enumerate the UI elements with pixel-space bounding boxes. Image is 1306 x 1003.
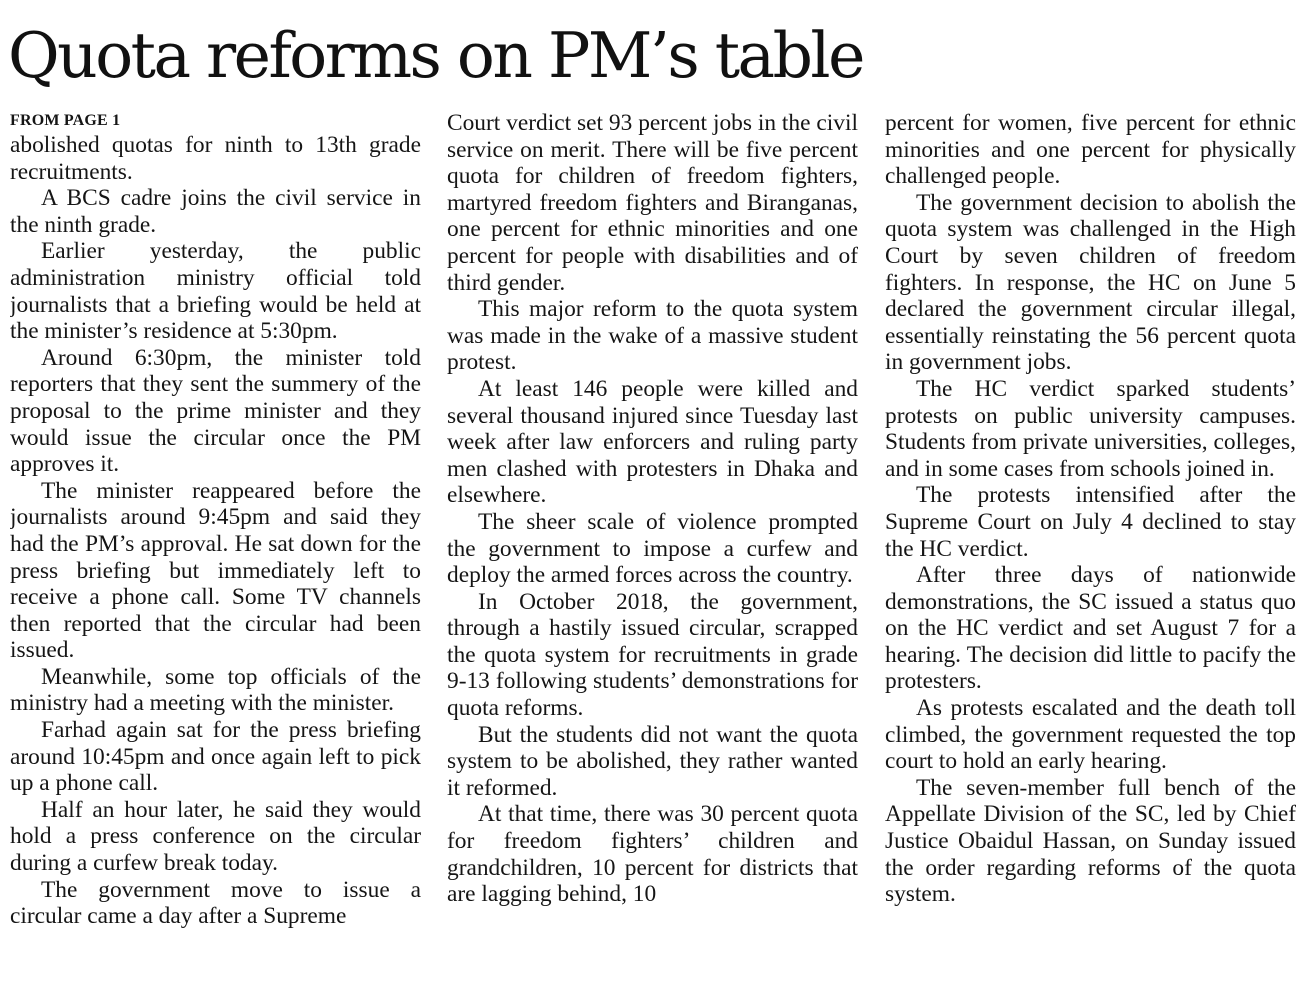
- paragraph: Half an hour later, he said they would hold a press conference on the circular during a curfew break today.: [10, 796, 421, 877]
- paragraph: The seven-member full bench of the Appellate Division of the SC, led by Chief Justice Obaidul Hassan, on Sunday issued the order regarding reforms of the quota system.: [885, 774, 1296, 908]
- paragraph: Court verdict set 93 percent jobs in the civil service on merit. There will be five percent quota for children of freedom fighters, martyred freedom fighters and Biranganas, one percent for ethnic minorities and one percent for people with disabilities and of third gender.: [447, 110, 858, 296]
- paragraph: Earlier yesterday, the public administration ministry official told journalists that a briefing would be held at the minister’s residence at 5:30pm.: [10, 238, 421, 345]
- paragraph: percent for women, five percent for ethnic minorities and one percent for physically challenged people.: [885, 110, 1296, 190]
- paragraph: The government decision to abolish the quota system was challenged in the High Court by seven children of freedom fighters. In response, the HC on June 5 declared the government circular illegal, essentially reinstating the 56 percent quota in government jobs.: [885, 189, 1296, 376]
- paragraph: This major reform to the quota system was made in the wake of a massive student protest.: [447, 296, 858, 376]
- paragraph: But the students did not want the quota system to be abolished, they rather wanted it reformed.: [447, 721, 858, 801]
- paragraph: Around 6:30pm, the minister told reporters that they sent the summery of the proposal to the prime minister and they would issue the circular once the PM approves it.: [10, 344, 421, 478]
- paragraph: The minister reappeared before the journalists around 9:45pm and said they had the PM’s approval. He sat down for the press briefing but immediately left to receive a phone call. Some TV channels then reported that the circular had been issued.: [10, 477, 421, 664]
- paragraph: The protests intensified after the Supreme Court on July 4 declined to stay the HC verdict.: [885, 482, 1296, 562]
- paragraph: The sheer scale of violence prompted the government to impose a curfew and deploy the armed forces across the country.: [447, 508, 858, 589]
- paragraph: A BCS cadre joins the civil service in the ninth grade.: [10, 185, 421, 238]
- paragraph: Meanwhile, some top officials of the ministry had a meeting with the minister.: [10, 663, 421, 717]
- paragraph: As protests escalated and the death toll climbed, the government requested the top court to hold an early hearing.: [885, 695, 1296, 775]
- paragraph: The HC verdict sparked students’ protests on public university campuses. Students from private universities, colleges, and in some cases from schools joined in.: [885, 375, 1296, 482]
- dateline: FROM PAGE 1: [10, 112, 121, 129]
- article-column-3: [885, 110, 1296, 995]
- paragraph: At that time, there was 30 percent quota for freedom fighters’ children and grandchildren, 10 percent for districts that are lagging behind, 10: [447, 801, 858, 908]
- article-column-2: [447, 110, 858, 995]
- paragraph: At least 146 people were killed and several thousand injured since Tuesday last week after law enforcers and ruling party men clashed with protesters in Dhaka and elsewhere.: [447, 375, 858, 509]
- paragraph: In October 2018, the government, through a hastily issued circular, scrapped the quota system for recruitments in grade 9-13 following students’ demonstrations for quota reforms.: [447, 588, 858, 722]
- paragraph: abolished quotas for ninth to 13th grade recruitments.: [10, 132, 421, 185]
- article-column-1: [10, 110, 421, 995]
- paragraph: After three days of nationwide demonstrations, the SC issued a status quo on the HC verdict and set August 7 for a hearing. The decision did little to pacify the protesters.: [885, 562, 1296, 695]
- paragraph: Farhad again sat for the press briefing around 10:45pm and once again left to pick up a phone call.: [10, 717, 421, 797]
- paragraph: The government move to issue a circular came a day after a Supreme: [10, 876, 421, 930]
- article-headline: Quota reforms on PM’s table: [8, 19, 863, 92]
